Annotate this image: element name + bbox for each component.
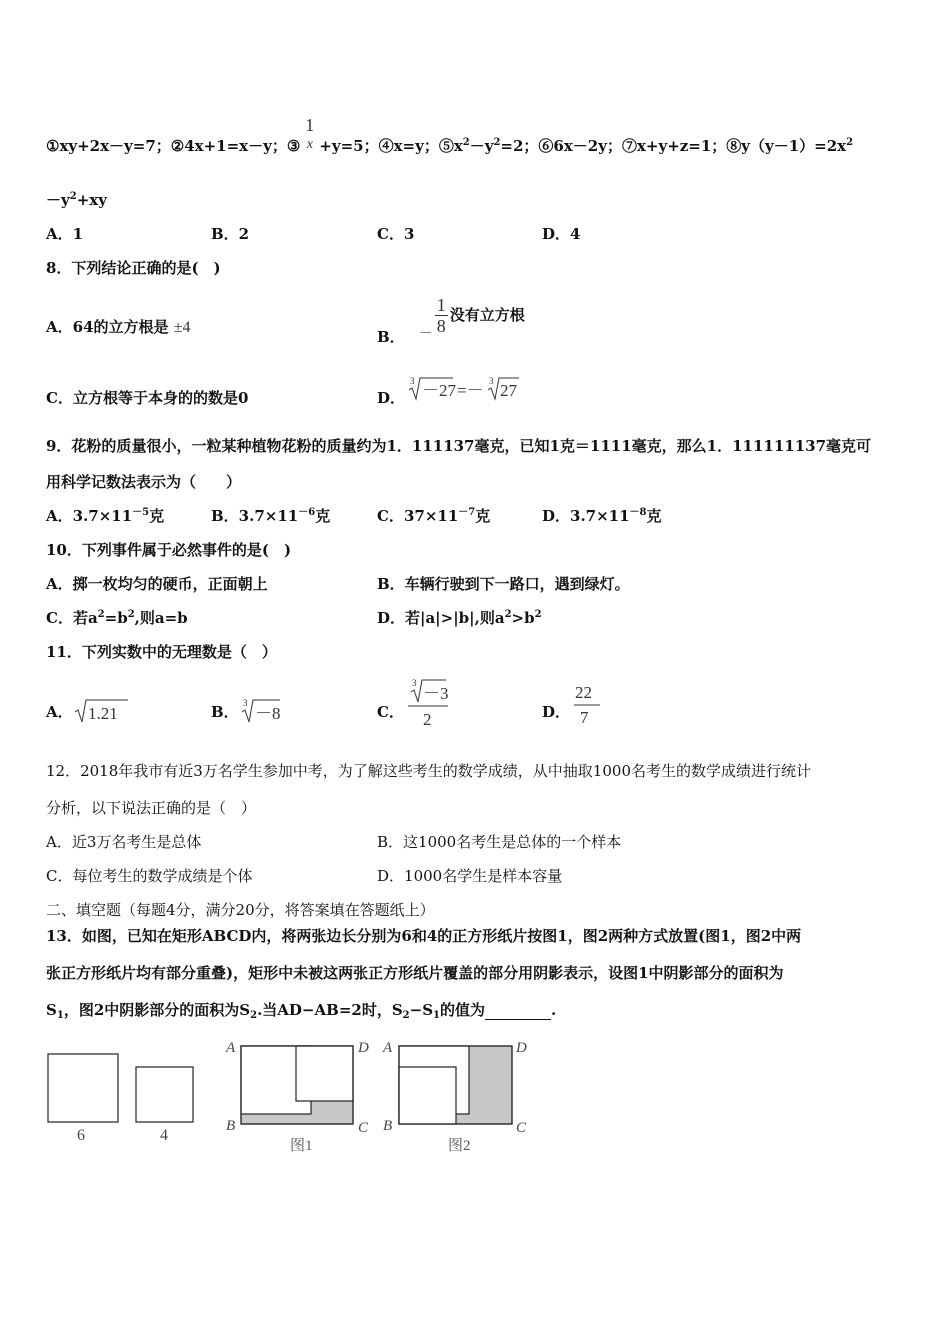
q13-figure	[40, 1032, 540, 1162]
q9-c-exp: －7	[458, 507, 476, 518]
q9-option-c[interactable]	[377, 506, 490, 526]
q8-option-a[interactable]	[46, 317, 191, 338]
q8-stem: 8．下列结论正确的是( )	[46, 259, 221, 277]
sup: 2	[127, 609, 135, 620]
q9-line2: 用科学记数法表示为（ ）	[46, 473, 242, 491]
q11-d-num: 22	[575, 683, 592, 702]
q13-line3	[46, 1000, 556, 1020]
q8-option-b[interactable]	[377, 295, 525, 355]
square-6	[48, 1054, 118, 1122]
cube-index: 3	[489, 376, 494, 386]
sup: 2	[504, 609, 512, 620]
q10-option-c[interactable]	[46, 608, 188, 628]
q9-option-b[interactable]	[211, 506, 330, 526]
q12-option-a[interactable]: A．近3万名考生是总体	[46, 833, 202, 851]
q10-c-post: ,则a=b	[134, 609, 188, 627]
q10-option-b[interactable]: B．车辆行驶到下一路口，遇到绿灯。	[377, 575, 630, 593]
fig2-label-b: B	[383, 1118, 393, 1134]
q13-l3-e: 的值为	[440, 1001, 486, 1019]
q9-b-pre: B．3.7×11	[211, 507, 299, 525]
fig1-label-c: C	[358, 1120, 369, 1136]
sub: 2	[250, 1010, 258, 1021]
q10-stem: 10．下列事件属于必然事件的是( )	[46, 541, 292, 559]
q7-option-a[interactable]: A．1	[46, 225, 84, 243]
q10-d-mid: >b	[511, 609, 535, 627]
q9-option-a[interactable]	[46, 506, 164, 526]
q9-c-post: 克	[475, 507, 491, 525]
q7-eq-part4: =2；⑥6x－2y；⑦x+y+z=1；⑧y（y－1）=2x	[500, 137, 847, 155]
q10-option-a[interactable]: A．掷一枚均匀的硬币，正面朝上	[46, 575, 268, 593]
q9-a-pre: A．3.7×11	[46, 507, 133, 525]
q9-a-exp: －5	[132, 507, 150, 518]
figure-1	[225, 1040, 369, 1154]
q9-d-pre: D．3.7×11	[542, 507, 630, 525]
q10-d-pre: D．若|a|>|b|,则a	[377, 609, 505, 627]
fig1-square-4	[296, 1046, 353, 1101]
q7-option-b[interactable]: B．2	[211, 225, 250, 243]
fig1-caption: 图1	[290, 1138, 313, 1154]
sup: 2	[462, 137, 470, 148]
q7-eq-part1: ①xy+2x－y=7；②4x+1=x－y；③	[46, 137, 301, 155]
sub: 1	[433, 1010, 440, 1021]
square-4	[136, 1067, 193, 1122]
q11-option-a-label[interactable]: A．	[46, 703, 73, 721]
q11-d-math	[570, 680, 604, 730]
q8-option-d[interactable]	[377, 388, 405, 408]
q9-c-pre: C．37×11	[377, 507, 459, 525]
q11-a-math	[73, 696, 133, 726]
q10-c-pre: C．若a	[46, 609, 98, 627]
q11-a-rad: 1.21	[88, 704, 118, 723]
q7-frac-den: x	[306, 137, 313, 152]
sup: 2	[97, 609, 105, 620]
sup: 2	[493, 137, 501, 148]
q7-cont-a: －y	[46, 191, 70, 209]
q9-b-post: 克	[315, 507, 331, 525]
q8-d-rad1: －27	[422, 381, 456, 400]
q11-d-den: 7	[580, 708, 589, 727]
cube-index: 3	[410, 376, 415, 386]
q13-l3-a: S	[46, 1001, 57, 1019]
q11-c-rad: －3	[423, 684, 449, 703]
q13-l3-b: ，图2中阴影部分的面积为S	[63, 1001, 251, 1019]
sup: 2	[69, 191, 77, 202]
q12-line2: 分析，以下说法正确的是（ ）	[46, 799, 257, 817]
sup: 2	[846, 137, 854, 148]
q11-b-math	[238, 696, 288, 726]
q8-b-text: 没有立方根	[449, 305, 525, 324]
q7-option-c[interactable]: C．3	[377, 225, 415, 243]
q12-option-c[interactable]: C．每位考生的数学成绩是个体	[46, 867, 253, 885]
q11-stem: 11．下列实数中的无理数是（ ）	[46, 643, 277, 661]
sub: 1	[56, 1010, 64, 1021]
q7-frac-num: 1	[305, 115, 315, 135]
q11-option-b-label[interactable]: B．	[211, 703, 239, 721]
q7-eq-part3: －y	[469, 137, 494, 155]
q7-eq-part2: +y=5；④x=y；⑤x	[319, 137, 463, 155]
q13-l3-d: −S	[409, 1001, 434, 1019]
cube-index: 3	[243, 698, 248, 708]
q11-b-rad: －8	[255, 704, 281, 723]
fig2-label-a: A	[383, 1040, 393, 1056]
q8-b-den: 8	[436, 316, 446, 336]
q9-d-exp: －8	[629, 507, 647, 518]
q13-l3-c: .当AD−AB=2时，S	[257, 1001, 403, 1019]
fig2-label-d: D	[516, 1040, 527, 1056]
fig1-label-b: B	[226, 1118, 236, 1134]
q11-option-c-label[interactable]: C．	[377, 703, 404, 721]
answer-blank[interactable]	[485, 1005, 551, 1020]
fig2-label-c: C	[516, 1120, 527, 1136]
q8-a-math: ±4	[173, 319, 191, 336]
q9-a-post: 克	[149, 507, 165, 525]
q9-d-post: 克	[646, 507, 662, 525]
q8-d-label: D．	[377, 389, 406, 407]
cube-index: 3	[412, 678, 417, 688]
sup: 2	[534, 609, 542, 620]
q9-b-exp: －6	[298, 507, 316, 518]
sub: 2	[402, 1010, 410, 1021]
q12-option-b[interactable]: B．这1000名考生是总体的一个样本	[377, 833, 622, 851]
fig1-label-a: A	[226, 1040, 236, 1056]
q8-a-label: A．64的立方根是	[46, 318, 169, 336]
q10-c-mid: =b	[104, 609, 128, 627]
q9-line1: 9．花粉的质量很小，一粒某种植物花粉的质量约为1．111137毫克，已知1克＝1111毫克，那么1．111111137毫克可	[46, 437, 872, 455]
q7-continuation	[46, 190, 107, 210]
q8-d-mid: =－	[457, 381, 484, 400]
q7-equations-line	[46, 115, 854, 167]
fig2-caption: 图2	[448, 1138, 471, 1154]
q9-option-d[interactable]	[542, 506, 662, 526]
q8-b-fraction	[435, 295, 448, 336]
fig2-square-4	[399, 1067, 456, 1124]
q8-b-label: B．	[377, 327, 405, 346]
q11-c-den: 2	[423, 710, 432, 729]
q8-option-c[interactable]: C．立方根等于本身的的数是0	[46, 389, 249, 407]
q8-d-math	[405, 374, 535, 404]
q7-cont-b: +xy	[76, 191, 107, 209]
fig1-label-d: D	[358, 1040, 369, 1056]
square-4-label: 4	[160, 1127, 168, 1144]
q8-d-rad2: 27	[500, 381, 517, 400]
q13-l3-end: .	[551, 1001, 557, 1019]
q13-line2: 张正方形纸片均有部分重叠)，矩形中未被这两张正方形纸片覆盖的部分用阴影表示，设图1中阴影部分的面积为	[46, 964, 784, 982]
figure-2	[382, 1040, 527, 1154]
q8-b-minus: －	[418, 326, 433, 342]
q11-d-label: D．	[542, 703, 571, 721]
q12-line1: 12．2018年我市有近3万名学生参加中考，为了解这些考生的数学成绩，从中抽取1000名考生的数学成绩进行统计	[46, 762, 811, 780]
q11-c-math	[404, 676, 454, 731]
q10-option-d[interactable]	[377, 608, 542, 628]
q12-option-d[interactable]: D．1000名学生是样本容量	[377, 867, 563, 885]
section-2-heading: 二、填空题（每题4分，满分20分，将答案填在答题纸上）	[46, 901, 435, 919]
square-6-label: 6	[77, 1127, 85, 1144]
q7-option-d[interactable]: D．4	[542, 225, 581, 243]
q11-option-d[interactable]	[542, 702, 570, 722]
q13-line1: 13．如图，已知在矩形ABCD内，将两张边长分别为6和4的正方形纸片按图1，图2两种方式放置(图1，图2中两	[46, 927, 802, 945]
q8-b-num: 1	[436, 295, 446, 315]
q7-fraction	[303, 115, 316, 155]
